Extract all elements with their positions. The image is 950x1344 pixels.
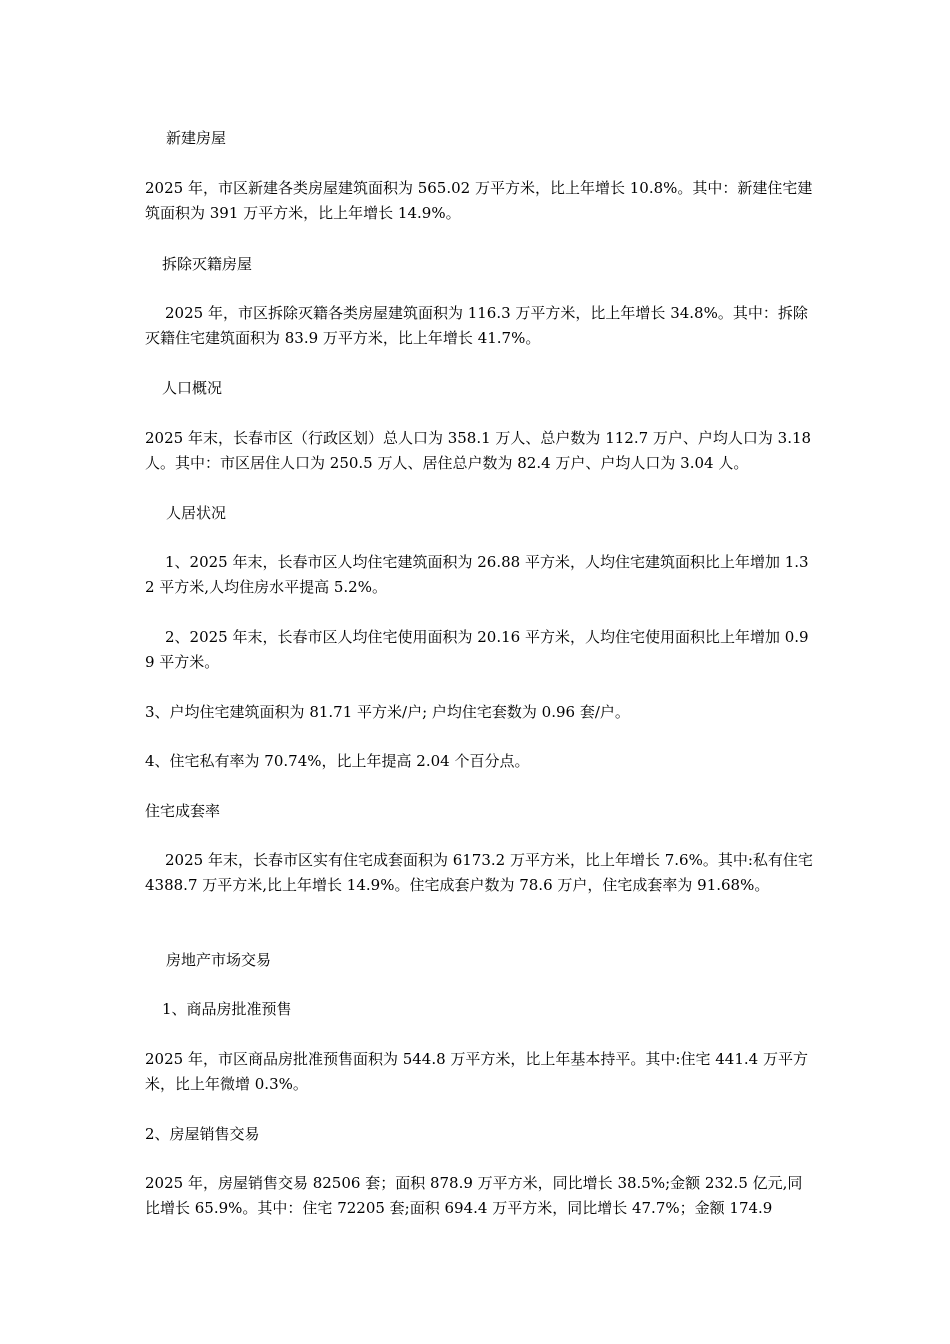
heading-housing-completeness: 住宅成套率 bbox=[145, 802, 221, 820]
paragraph-sales-transactions: 2025 年，房屋销售交易 82506 套；面积 878.9 万平方米，同比增长 38.5%;金额 232.5 亿元,同比增长 65.9%。其中：住宅 72205 套;面积 694.4 万平方米，同比增长 47.7%；金额 174.9 bbox=[145, 1174, 803, 1217]
heading-demolished-buildings: 拆除灭籍房屋 bbox=[162, 255, 253, 273]
paragraph-housing-completeness: 2025 年末，长春市区实有住宅成套面积为 6173.2 万平方米，比上年增长 7.6%。其中:私有住宅 4388.7 万平方米,比上年增长 14.9%。住宅成套户数为 78.6 万户，住宅成套率为 91.68%。 bbox=[145, 851, 813, 894]
paragraph-presale-approval: 2025 年，市区商品房批准预售面积为 544.8 万平方米，比上年基本持平。其中:住宅 441.4 万平方米，比上年微增 0.3%。 bbox=[145, 1050, 808, 1093]
heading-presale-approval: 1、商品房批准预售 bbox=[162, 1000, 292, 1018]
heading-living-conditions: 人居状况 bbox=[166, 504, 227, 522]
heading-sales-transactions: 2、房屋销售交易 bbox=[145, 1125, 260, 1143]
heading-market-transactions: 房地产市场交易 bbox=[166, 951, 272, 969]
paragraph-population: 2025 年末，长春市区（行政区划）总人口为 358.1 万人、总户数为 112.7 万户、户均人口为 3.18 人。其中：市区居住人口为 250.5 万人、居住总户数为 82.4 万户、户均人口为 3.04 人。 bbox=[145, 429, 812, 472]
paragraph-living-4: 4、住宅私有率为 70.74%，比上年提高 2.04 个百分点。 bbox=[145, 752, 530, 770]
paragraph-living-3: 3、户均住宅建筑面积为 81.71 平方米/户; 户均住宅套数为 0.96 套/户。 bbox=[145, 703, 630, 721]
heading-population: 人口概况 bbox=[162, 379, 223, 397]
heading-new-buildings: 新建房屋 bbox=[166, 129, 227, 147]
paragraph-demolished-buildings: 2025 年，市区拆除灭籍各类房屋建筑面积为 116.3 万平方米，比上年增长 34.8%。其中：拆除灭籍住宅建筑面积为 83.9 万平方米，比上年增长 41.7%。 bbox=[145, 304, 808, 347]
paragraph-new-buildings: 2025 年，市区新建各类房屋建筑面积为 565.02 万平方米，比上年增长 10.8%。其中：新建住宅建筑面积为 391 万平方米，比上年增长 14.9%。 bbox=[145, 179, 813, 222]
paragraph-living-1: 1、2025 年末，长春市区人均住宅建筑面积为 26.88 平方米，人均住宅建筑面积比上年增加 1.32 平方米,人均住房水平提高 5.2%。 bbox=[145, 553, 809, 596]
paragraph-living-2: 2、2025 年末，长春市区人均住宅使用面积为 20.16 平方米，人均住宅使用面积比上年增加 0.99 平方米。 bbox=[145, 628, 809, 671]
